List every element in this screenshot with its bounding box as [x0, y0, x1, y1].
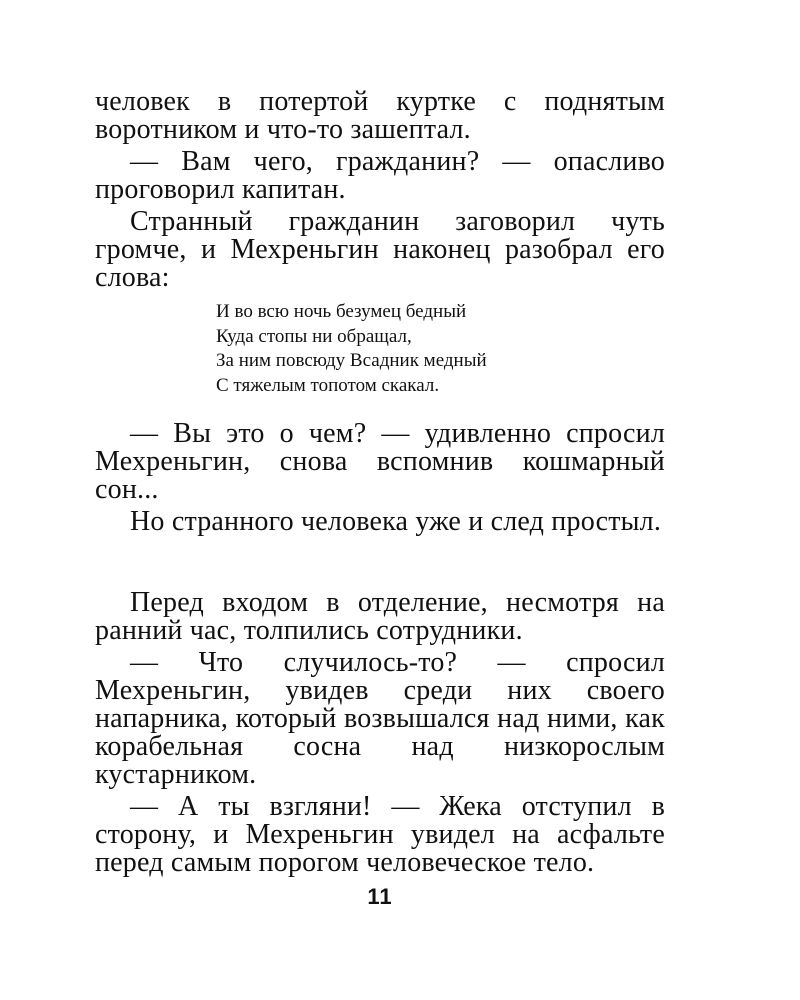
text-block-top [95, 88, 665, 292]
paragraph-what-happened: — Что случилось-то? — спросил Мехреньгин, увидев среди них своего напарника, который возвышался над ними, как корабельная сосна над низкорослым кустарником. [95, 647, 665, 790]
poem-line: И во всю ночь безумец бедный [216, 301, 467, 322]
paragraph-stranger-speaks: Странный гражданин заговорил чуть громче, и Мехреньгин наконец разобрал его слова: [95, 206, 665, 293]
page-number: 11 [367, 884, 393, 909]
paragraph-stranger-gone: Но странного человека уже и след простыл. [130, 506, 662, 537]
text-block-bottom [95, 589, 665, 877]
poem-line: Куда стопы ни обращал, [216, 325, 412, 347]
paragraph-look: — А ты взгляни! — Жека отступил в сторону, и Мехреньгин увидел на асфальте перед самым порогом человеческое тело. [95, 791, 665, 878]
paragraph-question: — Вы это о чем? — удивленно спросил Мехреньгин, снова вспомнив кошмарный сон... [95, 418, 665, 505]
paragraph-dialogue-captain: — Вам чего, гражданин? — опасливо проговорил капитан. [95, 146, 665, 205]
poem-line: За ним повсюду Всадник медный [216, 350, 487, 371]
text-block-middle [95, 420, 665, 536]
paragraph-entrance: Перед входом в отделение, несмотря на ранний час, толпились сотрудники. [95, 587, 665, 646]
paragraph-continuation: человек в потертой куртке с поднятым воротником и что-то зашептал. [95, 86, 665, 145]
poem-quote [216, 300, 487, 398]
poem-line: С тяжелым топотом скакал. [216, 374, 440, 396]
